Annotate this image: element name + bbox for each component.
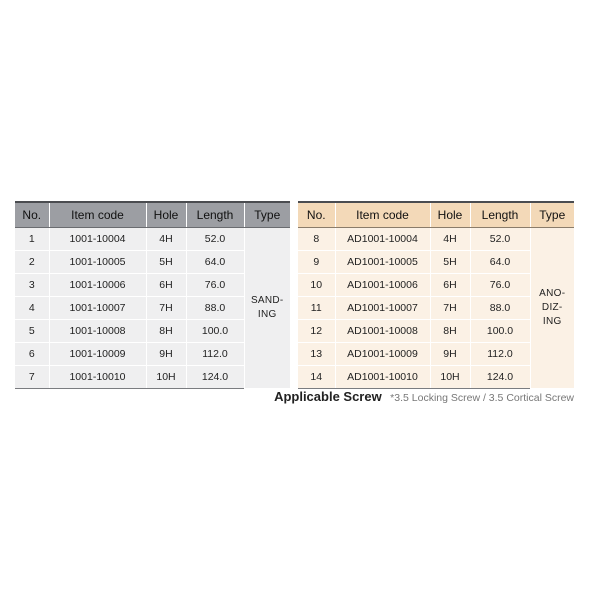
header-length: Length — [470, 202, 530, 228]
row-no: 14 — [298, 366, 335, 389]
length-value: 64.0 — [186, 251, 244, 274]
type-cell: SAND- ING — [244, 228, 290, 389]
row-no: 10 — [298, 274, 335, 297]
length-value: 100.0 — [470, 320, 530, 343]
header-hole: Hole — [430, 202, 470, 228]
hole-count: 4H — [146, 228, 186, 251]
row-no: 12 — [298, 320, 335, 343]
row-no: 11 — [298, 297, 335, 320]
header-hole: Hole — [146, 202, 186, 228]
row-no: 4 — [15, 297, 49, 320]
item-code: 1001-10005 — [49, 251, 146, 274]
hole-count: 10H — [146, 366, 186, 389]
length-value: 64.0 — [470, 251, 530, 274]
item-code: 1001-10008 — [49, 320, 146, 343]
hole-count: 9H — [146, 343, 186, 366]
length-value: 52.0 — [470, 228, 530, 251]
hole-count: 8H — [430, 320, 470, 343]
item-code: AD1001-10010 — [335, 366, 430, 389]
item-code: 1001-10004 — [49, 228, 146, 251]
item-code: AD1001-10008 — [335, 320, 430, 343]
header-type: Type — [530, 202, 574, 228]
hole-count: 7H — [430, 297, 470, 320]
header-item-code: Item code — [49, 202, 146, 228]
row-no: 1 — [15, 228, 49, 251]
length-value: 112.0 — [186, 343, 244, 366]
hole-count: 6H — [430, 274, 470, 297]
item-code: AD1001-10007 — [335, 297, 430, 320]
sanding-table — [15, 201, 290, 389]
row-no: 6 — [15, 343, 49, 366]
hole-count: 5H — [146, 251, 186, 274]
hole-count: 5H — [430, 251, 470, 274]
length-value: 124.0 — [186, 366, 244, 389]
header-type: Type — [244, 202, 290, 228]
row-no: 13 — [298, 343, 335, 366]
applicable-screw-title: Applicable Screw — [274, 389, 382, 404]
hole-count: 9H — [430, 343, 470, 366]
anodizing-table — [298, 201, 574, 389]
hole-count: 4H — [430, 228, 470, 251]
applicable-screw-detail: *3.5 Locking Screw / 3.5 Cortical Screw — [390, 392, 574, 404]
length-value: 124.0 — [470, 366, 530, 389]
row-no: 5 — [15, 320, 49, 343]
table-header-row — [15, 202, 290, 228]
item-code: AD1001-10009 — [335, 343, 430, 366]
table-header-row — [298, 202, 574, 228]
row-no: 8 — [298, 228, 335, 251]
length-value: 76.0 — [186, 274, 244, 297]
item-code: AD1001-10004 — [335, 228, 430, 251]
table-row — [298, 228, 574, 251]
row-no: 7 — [15, 366, 49, 389]
length-value: 88.0 — [470, 297, 530, 320]
type-cell: ANO- DIZ- ING — [530, 228, 574, 389]
header-no: No. — [15, 202, 49, 228]
length-value: 52.0 — [186, 228, 244, 251]
hole-count: 6H — [146, 274, 186, 297]
item-code: 1001-10009 — [49, 343, 146, 366]
applicable-screw-note — [0, 388, 574, 406]
length-value: 76.0 — [470, 274, 530, 297]
hole-count: 10H — [430, 366, 470, 389]
item-code: 1001-10010 — [49, 366, 146, 389]
row-no: 2 — [15, 251, 49, 274]
header-length: Length — [186, 202, 244, 228]
row-no: 9 — [298, 251, 335, 274]
item-code: AD1001-10006 — [335, 274, 430, 297]
item-code: 1001-10006 — [49, 274, 146, 297]
length-value: 88.0 — [186, 297, 244, 320]
length-value: 112.0 — [470, 343, 530, 366]
header-item-code: Item code — [335, 202, 430, 228]
item-code: AD1001-10005 — [335, 251, 430, 274]
hole-count: 8H — [146, 320, 186, 343]
length-value: 100.0 — [186, 320, 244, 343]
item-code: 1001-10007 — [49, 297, 146, 320]
table-row — [15, 228, 290, 251]
header-no: No. — [298, 202, 335, 228]
row-no: 3 — [15, 274, 49, 297]
hole-count: 7H — [146, 297, 186, 320]
